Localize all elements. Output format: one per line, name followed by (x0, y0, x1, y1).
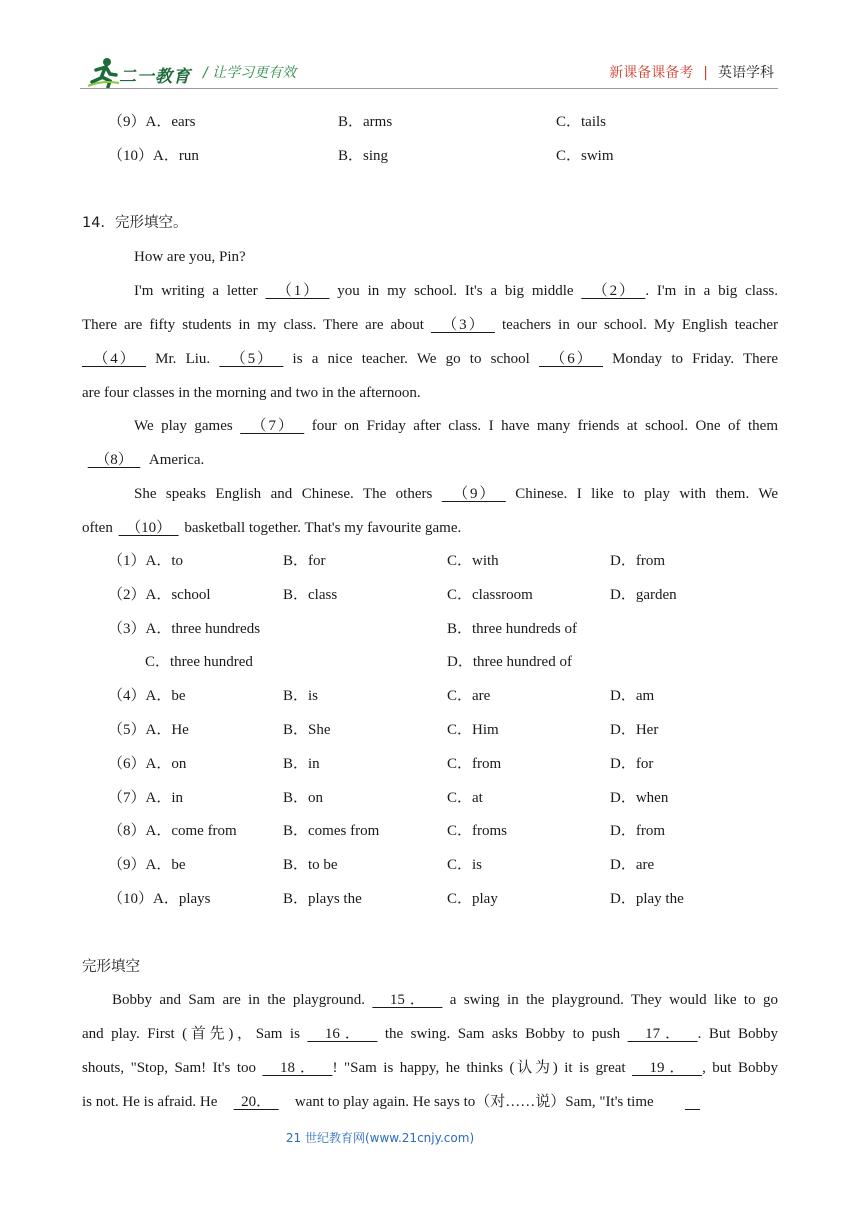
option-text: B．to be (283, 857, 338, 874)
option-text: （9）A．be (108, 857, 186, 874)
option-text: C．swim (556, 148, 614, 164)
site-logo (86, 56, 196, 90)
option-text: B．class (283, 586, 338, 603)
option-text: C．Him (447, 722, 499, 738)
passage-line (82, 1024, 778, 1044)
passage-text: Monday to Friday. There (602, 351, 778, 367)
passage-line (112, 990, 778, 1010)
passage-text: basketball together. That's my favourite game. (180, 520, 462, 536)
blank-field: （3） (430, 317, 495, 333)
option-text: B．for (283, 553, 326, 569)
option-text: D．garden (610, 586, 677, 603)
logo-text: 二一教育 (119, 67, 191, 87)
blank-field: （4） (82, 351, 146, 367)
option-text: B．arms (338, 114, 393, 130)
option-text: （10）A．run (108, 148, 199, 164)
passage-line (134, 484, 778, 504)
passage-line (82, 315, 778, 335)
option-text: D．Her (610, 722, 659, 738)
option-text: B．in (283, 755, 320, 772)
q14-title: 14．完形填空。 (82, 215, 188, 231)
passage-text: We play games (134, 418, 241, 434)
passage-line (82, 518, 461, 538)
option-text: D．am (610, 688, 655, 705)
option-text: （6）A．on (108, 755, 187, 772)
passage-text: is not. He is afraid. He (82, 1094, 222, 1110)
option-text: B．is (283, 688, 319, 705)
passage-text: shouts, "Stop, Sam! It's too (82, 1060, 263, 1076)
passage-line (82, 1058, 778, 1078)
passage-text: often (82, 520, 117, 536)
option-text: C．three hundred (145, 654, 253, 671)
option-text: （3）A．three hundreds (108, 620, 261, 637)
passage-line (82, 349, 778, 369)
slogan: / 让学习更有效 (203, 65, 297, 81)
option-text: D．are (610, 857, 655, 874)
option-text: B．sing (338, 148, 389, 164)
header-subject: 英语学科 (718, 65, 774, 81)
passage-text: ! "Sam is happy, he thinks (认为) it is great (332, 1060, 633, 1076)
blank-field: （6） (538, 351, 603, 367)
passage-text: Mr. Liu. (146, 351, 220, 367)
passage-text: are four classes in the morning and two in the afternoon. (82, 385, 421, 401)
header-right (609, 62, 774, 82)
option-text: C．with (447, 553, 499, 569)
option-text: C．from (447, 755, 502, 772)
option-text: （1）A．to (108, 553, 184, 569)
option-text: D．from (610, 823, 665, 840)
blank-field: 15． (372, 992, 443, 1008)
option-text: D．for (610, 755, 654, 772)
option-text: D．play the (610, 891, 684, 907)
option-text: B．She (283, 722, 331, 738)
passage-text: you in my school. It's a big middle (329, 283, 582, 299)
option-text: C．at (447, 789, 483, 806)
option-text: B．on (283, 789, 324, 806)
option-text: （10）A．plays (108, 891, 211, 907)
option-text: B．comes from (283, 823, 380, 840)
option-text: （4）A．be (108, 688, 186, 705)
q15-title: 完形填空 (82, 959, 140, 975)
passage-text: four on Friday after class. I have many friends at school. One of them (304, 418, 778, 434)
passage-text: Bobby and Sam are in the playground. (112, 992, 373, 1008)
passage-line (82, 1092, 727, 1112)
passage-text: is a nice teacher. We go to school (283, 351, 539, 367)
option-text: （9）A．ears (108, 114, 196, 130)
option-text: C．froms (447, 823, 508, 840)
option-text: C．play (447, 891, 498, 907)
passage-text: and play. First (首先)，Sam is (82, 1026, 308, 1042)
passage-text: Chinese. I like to play with them. We (505, 486, 778, 502)
blank-field: （7） (240, 418, 305, 434)
blank-field: （8） (87, 452, 141, 468)
option-text: B．three hundreds of (447, 620, 577, 637)
option-text: C．tails (556, 114, 607, 130)
blank-field: 19． (632, 1060, 703, 1076)
blank-field: （2） (581, 283, 646, 299)
option-text: （8）A．come from (108, 823, 237, 840)
blank-field: 16． (307, 1026, 378, 1042)
option-text: （7）A．in (108, 789, 184, 806)
passage-text: America. (146, 452, 205, 468)
blank-field: （1） (265, 283, 330, 299)
passage-line (134, 416, 778, 436)
blank-field: 18． (262, 1060, 333, 1076)
option-text: D．three hundred of (447, 654, 572, 671)
blank-field: （10） (118, 520, 179, 536)
blank-field: 20． (233, 1094, 279, 1110)
option-text: C．are (447, 688, 491, 705)
header-course-label: 新课备课备考 (609, 65, 694, 81)
page-footer: 21 世纪教育网(www.21cnjy.com) (285, 1131, 475, 1145)
passage-text: . I'm in a big class. (645, 283, 779, 299)
passage-text: teachers in our school. My English teacher (494, 317, 779, 333)
option-text: D．from (610, 553, 665, 569)
passage-text: want to play again. He says to（对……说）Sam, "It's time (291, 1094, 658, 1110)
passage-text: There are fifty students in my class. There are about (82, 317, 431, 333)
header-divider (80, 88, 778, 89)
blank-field: （5） (219, 351, 284, 367)
passage-text: I'm writing a letter (134, 283, 266, 299)
passage-text: , but Bobby (702, 1060, 778, 1076)
option-text: （5）A．He (108, 722, 189, 738)
option-text: D．when (610, 789, 669, 806)
passage-text: . But Bobby (697, 1026, 778, 1042)
option-text: C．is (447, 857, 483, 874)
passage-line (134, 281, 778, 301)
runner-icon (86, 56, 120, 88)
blank-field: （9） (441, 486, 506, 502)
option-text: （2）A．school (108, 586, 211, 603)
blank-field (657, 1092, 727, 1112)
header-separator: | (703, 65, 708, 81)
blank-field: 17． (627, 1026, 698, 1042)
option-text: C．classroom (447, 586, 533, 603)
passage-text: a swing in the playground. They would like to go (442, 992, 778, 1008)
passage-line (82, 450, 204, 470)
option-text: B．plays the (283, 891, 362, 907)
passage-text: She speaks English and Chinese. The others (134, 486, 442, 502)
q14-greeting: How are you, Pin? (134, 249, 246, 265)
passage-text: the swing. Sam asks Bobby to push (377, 1026, 628, 1042)
passage-line (82, 383, 421, 403)
